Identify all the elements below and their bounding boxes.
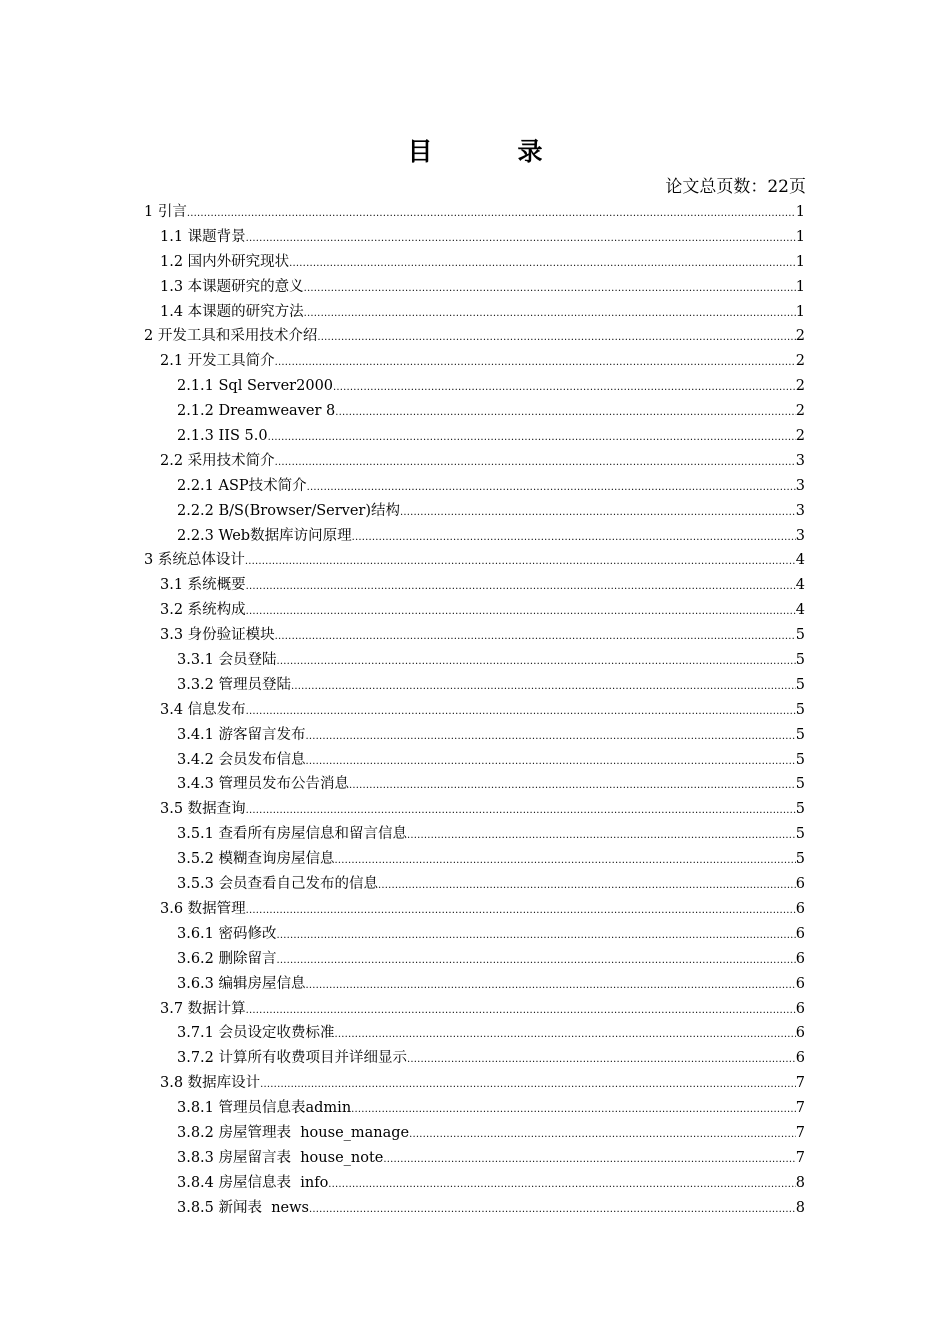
toc-entry-page-number: 6 — [795, 1050, 805, 1067]
toc-entry-page-number: 5 — [795, 652, 805, 669]
toc-dot-leader — [291, 675, 796, 698]
toc-entry-page-number: 6 — [795, 1000, 805, 1017]
toc-entry-page-number: 7 — [795, 1075, 805, 1092]
toc-title: 目 录 — [407, 137, 573, 166]
toc-dot-leader — [275, 451, 796, 474]
toc-dot-leader — [245, 550, 796, 573]
toc-entry-page-number: 6 — [795, 975, 805, 992]
toc-entry-page-number: 5 — [795, 726, 805, 743]
toc-dot-leader — [246, 799, 796, 822]
toc-entry[interactable] — [144, 225, 805, 250]
toc-entry-title: 3 系统总体设计 — [144, 552, 245, 569]
toc-dot-leader — [407, 824, 796, 847]
toc-entry-title: 2.2.1 ASP技术简介 — [177, 477, 307, 494]
toc-entry[interactable] — [144, 748, 805, 773]
toc-dot-leader — [246, 600, 796, 623]
toc-entry-title: 3.3 身份验证模块 — [160, 627, 275, 644]
toc-entry[interactable] — [144, 922, 805, 947]
toc-entry-title: 3.8.1 管理员信息表admin — [177, 1100, 352, 1117]
toc-entry[interactable] — [144, 847, 805, 872]
toc-entry[interactable] — [144, 947, 805, 972]
toc-dot-leader — [246, 899, 796, 922]
toc-entry-page-number: 2 — [795, 328, 805, 345]
toc-dot-leader — [268, 426, 796, 449]
toc-dot-leader — [378, 874, 796, 897]
toc-dot-leader — [383, 1148, 795, 1171]
toc-dot-leader — [304, 277, 796, 300]
toc-entry[interactable] — [144, 250, 805, 275]
toc-entry[interactable] — [144, 1021, 805, 1046]
toc-dot-leader — [400, 501, 796, 524]
toc-entry[interactable] — [144, 897, 805, 922]
toc-dot-leader — [289, 252, 796, 275]
toc-entry-page-number: 5 — [795, 701, 805, 718]
toc-dot-leader — [333, 376, 796, 399]
toc-dot-leader — [335, 1023, 796, 1046]
toc-entry[interactable] — [144, 623, 805, 648]
toc-entry[interactable] — [144, 449, 805, 474]
toc-entry-page-number: 1 — [795, 253, 805, 270]
toc-dot-leader — [306, 974, 796, 997]
toc-entry-page-number: 6 — [795, 925, 805, 942]
toc-dot-leader — [352, 526, 796, 549]
toc-entry-page-number: 3 — [795, 452, 805, 469]
toc-entry-title: 2.2.3 Web数据库访问原理 — [177, 527, 352, 544]
toc-entry[interactable] — [144, 648, 805, 673]
toc-entry[interactable] — [144, 1071, 805, 1096]
toc-entry-page-number: 6 — [795, 950, 805, 967]
toc-dot-leader — [277, 924, 796, 947]
page-count-note: 论文总页数：22页 — [665, 177, 806, 197]
toc-entry[interactable] — [144, 598, 805, 623]
toc-dot-leader — [275, 625, 796, 648]
toc-entry-title: 3.8.3 房屋留言表 house_note — [177, 1149, 384, 1166]
toc-entry-page-number: 5 — [795, 676, 805, 693]
toc-dot-leader — [187, 202, 796, 225]
toc-entry[interactable] — [144, 374, 805, 399]
toc-entry-page-number: 5 — [795, 776, 805, 793]
toc-entry-page-number: 3 — [795, 502, 805, 519]
toc-entry[interactable] — [144, 349, 805, 374]
toc-entry-title: 2.2 采用技术简介 — [160, 452, 275, 469]
toc-entry-title: 3.4.1 游客留言发布 — [177, 726, 306, 743]
toc-entry[interactable] — [144, 399, 805, 424]
toc-entry-title: 3.7 数据计算 — [160, 1000, 246, 1017]
toc-entry[interactable] — [144, 548, 805, 573]
toc-entry-page-number: 8 — [795, 1199, 805, 1216]
toc-entry[interactable] — [144, 200, 805, 225]
toc-dot-leader — [277, 650, 796, 673]
toc-entry-title: 3.6.1 密码修改 — [177, 925, 277, 942]
toc-entry-title: 3.5.3 会员查看自己发布的信息 — [177, 876, 379, 893]
toc-entry-page-number: 5 — [795, 851, 805, 868]
toc-entry[interactable] — [144, 1196, 805, 1221]
toc-entry[interactable] — [144, 424, 805, 449]
toc-entry[interactable] — [144, 499, 805, 524]
toc-entry-title: 1 引言 — [144, 204, 187, 220]
toc-entry-title: 3.4 信息发布 — [160, 701, 246, 718]
toc-entry-title: 3.3.1 会员登陆 — [177, 652, 277, 669]
toc-entry-page-number: 2 — [795, 353, 805, 370]
toc-entry[interactable] — [144, 797, 805, 822]
toc-entry-page-number: 1 — [795, 204, 805, 220]
toc-entry-title: 3.8.2 房屋管理表 house_manage — [177, 1124, 410, 1141]
toc-dot-leader — [407, 1048, 796, 1071]
toc-dot-leader — [335, 849, 796, 872]
toc-entry-page-number: 6 — [795, 900, 805, 917]
toc-entry[interactable] — [144, 997, 805, 1022]
toc-dot-leader — [246, 575, 796, 598]
toc-entry-title: 2.1.1 Sql Server2000 — [177, 378, 334, 395]
toc-entry-page-number: 7 — [795, 1124, 805, 1141]
toc-dot-leader — [260, 1073, 796, 1096]
toc-entry-title: 3.7.2 计算所有收费项目并详细显示 — [177, 1050, 408, 1067]
toc-entry-title: 3.2 系统构成 — [160, 602, 246, 619]
toc-dot-leader — [306, 725, 796, 748]
toc-dot-leader — [307, 476, 796, 499]
toc-entry-title: 1.2 国内外研究现状 — [160, 253, 290, 270]
toc-entry-page-number: 1 — [795, 303, 805, 320]
toc-entry[interactable] — [144, 972, 805, 997]
toc-entry-title: 3.8.4 房屋信息表 info — [177, 1174, 329, 1191]
toc-entry-title: 3.5 数据查询 — [160, 801, 246, 818]
toc-entry-page-number: 4 — [795, 552, 805, 569]
toc-entry-title: 3.6 数据管理 — [160, 900, 246, 917]
toc-entry-title: 3.1 系统概要 — [160, 577, 246, 594]
toc-entry-title: 3.6.2 删除留言 — [177, 950, 277, 967]
toc-entry[interactable] — [144, 524, 805, 549]
toc-entry-title: 3.8.5 新闻表 news — [177, 1199, 309, 1216]
toc-entry-title: 1.1 课题背景 — [160, 228, 246, 245]
toc-entry[interactable] — [144, 1146, 805, 1171]
toc-entry[interactable] — [144, 698, 805, 723]
toc-entry-page-number: 4 — [795, 602, 805, 619]
toc-entry-title: 3.7.1 会员设定收费标准 — [177, 1025, 335, 1042]
toc-entry-page-number: 2 — [795, 378, 805, 395]
toc-list — [144, 200, 805, 1221]
toc-dot-leader — [351, 1098, 796, 1121]
toc-dot-leader — [409, 1123, 796, 1146]
toc-entry[interactable] — [144, 1046, 805, 1071]
toc-dot-leader — [309, 1198, 796, 1221]
toc-entry-page-number: 5 — [795, 751, 805, 768]
toc-entry[interactable] — [144, 872, 805, 897]
toc-entry[interactable] — [144, 1096, 805, 1121]
toc-dot-leader — [246, 700, 796, 723]
toc-entry-page-number: 2 — [795, 403, 805, 420]
toc-dot-leader — [328, 1173, 795, 1196]
toc-entry-title: 3.6.3 编辑房屋信息 — [177, 975, 306, 992]
toc-entry[interactable] — [144, 275, 805, 300]
toc-entry[interactable] — [144, 1171, 805, 1196]
toc-entry-page-number: 5 — [795, 826, 805, 843]
toc-entry-title: 3.4.2 会员发布信息 — [177, 751, 306, 768]
toc-entry-page-number: 6 — [795, 1025, 805, 1042]
toc-entry-title: 3.5.1 查看所有房屋信息和留言信息 — [177, 826, 408, 843]
toc-entry[interactable] — [144, 772, 805, 797]
toc-entry-page-number: 6 — [795, 876, 805, 893]
toc-dot-leader — [304, 302, 796, 325]
toc-dot-leader — [306, 750, 796, 773]
toc-entry[interactable] — [144, 673, 805, 698]
toc-entry-title: 2.1.3 IIS 5.0 — [177, 428, 268, 445]
toc-entry-title: 2.1 开发工具简介 — [160, 353, 275, 370]
toc-entry-page-number: 5 — [795, 801, 805, 818]
toc-entry-title: 1.3 本课题研究的意义 — [160, 278, 304, 295]
toc-dot-leader — [335, 401, 796, 424]
toc-entry[interactable] — [144, 822, 805, 847]
toc-entry[interactable] — [144, 474, 805, 499]
toc-entry-page-number: 8 — [795, 1174, 805, 1191]
toc-entry-title: 3.5.2 模糊查询房屋信息 — [177, 851, 335, 868]
toc-entry-page-number: 3 — [795, 477, 805, 494]
toc-entry-title: 3.3.2 管理员登陆 — [177, 676, 292, 693]
toc-entry-title: 2.2.2 B/S(Browser/Server)结构 — [177, 502, 401, 519]
toc-entry-page-number: 3 — [795, 527, 805, 544]
toc-entry-title: 2 开发工具和采用技术介绍 — [144, 328, 318, 345]
toc-entry-page-number: 7 — [795, 1100, 805, 1117]
toc-dot-leader — [275, 351, 796, 374]
toc-entry[interactable] — [144, 300, 805, 325]
toc-entry-title: 2.1.2 Dreamweaver 8 — [177, 403, 336, 420]
toc-entry-page-number: 1 — [795, 278, 805, 295]
toc-dot-leader — [277, 949, 796, 972]
toc-dot-leader — [246, 227, 796, 250]
toc-entry-page-number: 5 — [795, 627, 805, 644]
toc-entry[interactable] — [144, 573, 805, 598]
toc-entry-page-number: 2 — [795, 428, 805, 445]
toc-entry-title: 1.4 本课题的研究方法 — [160, 303, 304, 320]
toc-entry-page-number: 1 — [795, 228, 805, 245]
toc-entry[interactable] — [144, 723, 805, 748]
toc-entry-page-number: 7 — [795, 1149, 805, 1166]
toc-entry[interactable] — [144, 1121, 805, 1146]
toc-dot-leader — [349, 774, 796, 797]
toc-entry-title: 3.4.3 管理员发布公告消息 — [177, 776, 350, 793]
toc-entry-title: 3.8 数据库设计 — [160, 1075, 261, 1092]
toc-dot-leader — [246, 999, 796, 1022]
toc-entry-page-number: 4 — [795, 577, 805, 594]
toc-entry[interactable] — [144, 324, 805, 349]
toc-dot-leader — [317, 326, 795, 349]
